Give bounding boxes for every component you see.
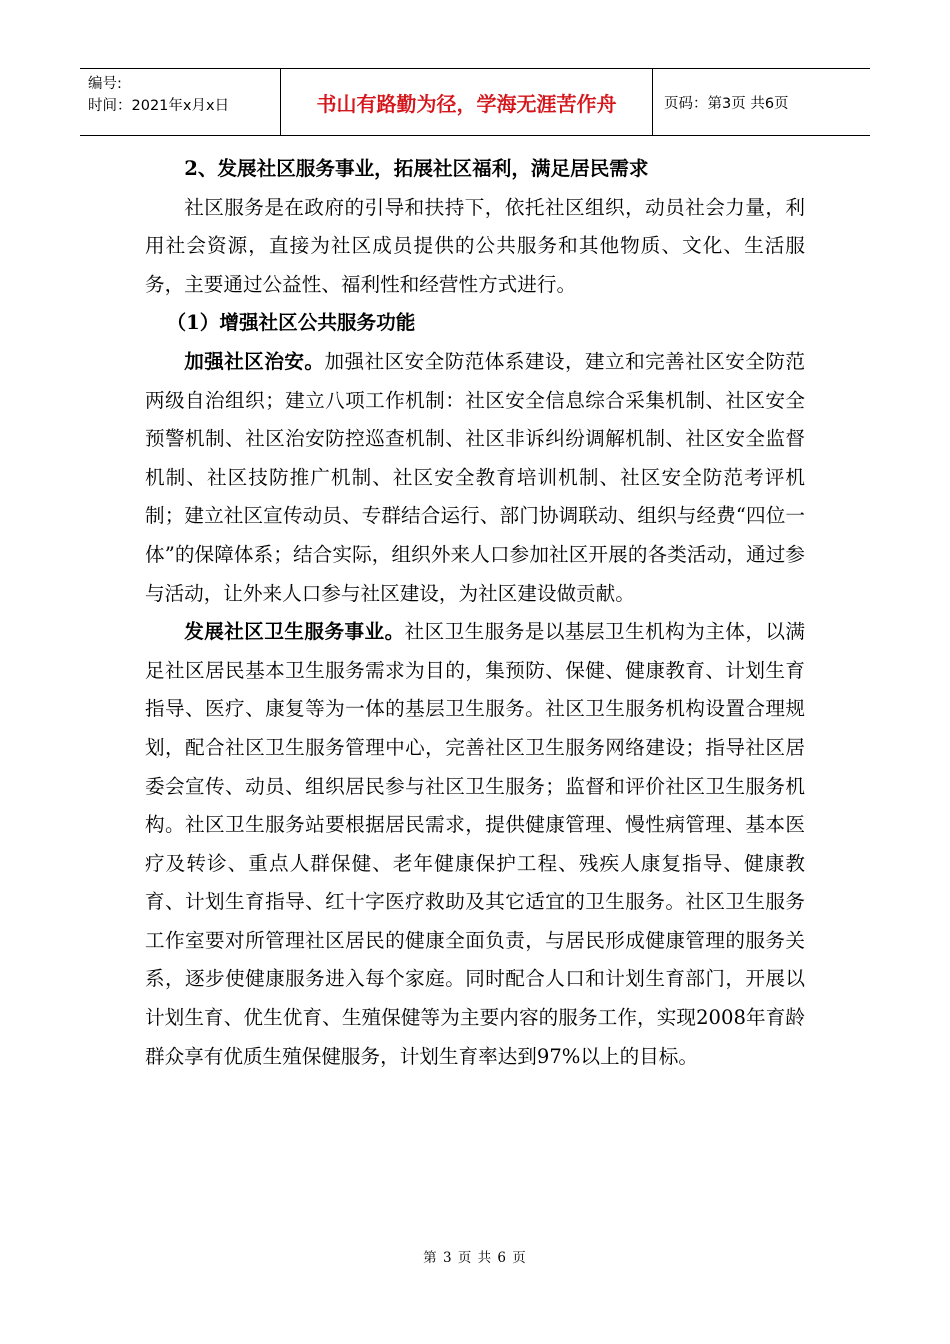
document-time-label: 时间：2021年x月x日 xyxy=(88,98,230,114)
header-page-number: 页码：第3页 共6页 xyxy=(664,95,789,112)
intro-paragraph: 社区服务是在政府的引导和扶持下，依托社区组织，动员社会力量，利用社会资源，直接为社区成员提供的公共服务和其他物质、文化、生活服务，主要通过公益性、福利性和经营性方式进行。 xyxy=(145,195,805,296)
security-paragraph-body: 加强社区安全防范体系建设，建立和完善社区安全防范两级自治组织；建立八项工作机制：社区安全信息综合采集机制、社区安全预警机制、社区治安防控巡查机制、社区非诉纠纷调解机制、社区安全监督机制、社区技防推广机制、社区安全教育培训机制、社区安全防范考评机制；建立社区宣传动员、专群结合运行、部门协调联动、组织与经费“四位一体”的保障体系；结合实际，组织外来人口参加社区开展的各类活动，通过参与活动，让外来人口参与社区建设，为社区建设做贡献。 xyxy=(145,349,806,605)
page-footer: 第 3 页 共 6 页 xyxy=(423,1250,527,1266)
health-paragraph-body: 社区卫生服务是以基层卫生机构为主体，以满足社区居民基本卫生服务需求为目的，集预防、保健、健康教育、计划生育指导、医疗、康复等为一体的基层卫生服务。社区卫生服务机构设置合理规划，配合社区卫生服务管理中心，完善社区卫生服务网络建设；指导社区居委会宣传、动员、组织居民参与社区卫生服务；监督和评价社区卫生服务机构。社区卫生服务站要根据居民需求，提供健康管理、慢性病管理、基本医疗及转诊、重点人群保健、老年健康保护工程、残疾人康复指导、健康教育、计划生育指导、红十字医疗救助及其它适宜的卫生服务。社区卫生服务工作室要对所管理社区居民的健康全面负责，与居民形成健康管理的服务关系，逐步使健康服务进入每个家庭。同时配合人口和计划生育部门，开展以计划生育、优生优育、生殖保健等为主要内容的服务工作，实现2008年育龄群众享有优质生殖保健服务，计划生育率达到97%以上的目标。 xyxy=(145,620,806,1068)
header-meta xyxy=(80,69,281,135)
security-paragraph xyxy=(145,343,805,613)
security-paragraph-lead: 加强社区治安。 xyxy=(184,349,325,373)
subheading: （1）增强社区公共服务功能 xyxy=(166,311,416,335)
document-number-label: 编号: xyxy=(88,76,122,92)
header-motto: 书山有路勤为径，学海无涯苦作舟 xyxy=(281,69,653,135)
health-paragraph xyxy=(145,613,805,1076)
health-paragraph-lead: 发展社区卫生服务事业。 xyxy=(184,620,405,644)
page-header xyxy=(80,68,870,136)
section-heading: 2、发展社区服务事业，拓展社区福利，满足居民需求 xyxy=(184,157,649,180)
document-body xyxy=(145,150,805,1076)
